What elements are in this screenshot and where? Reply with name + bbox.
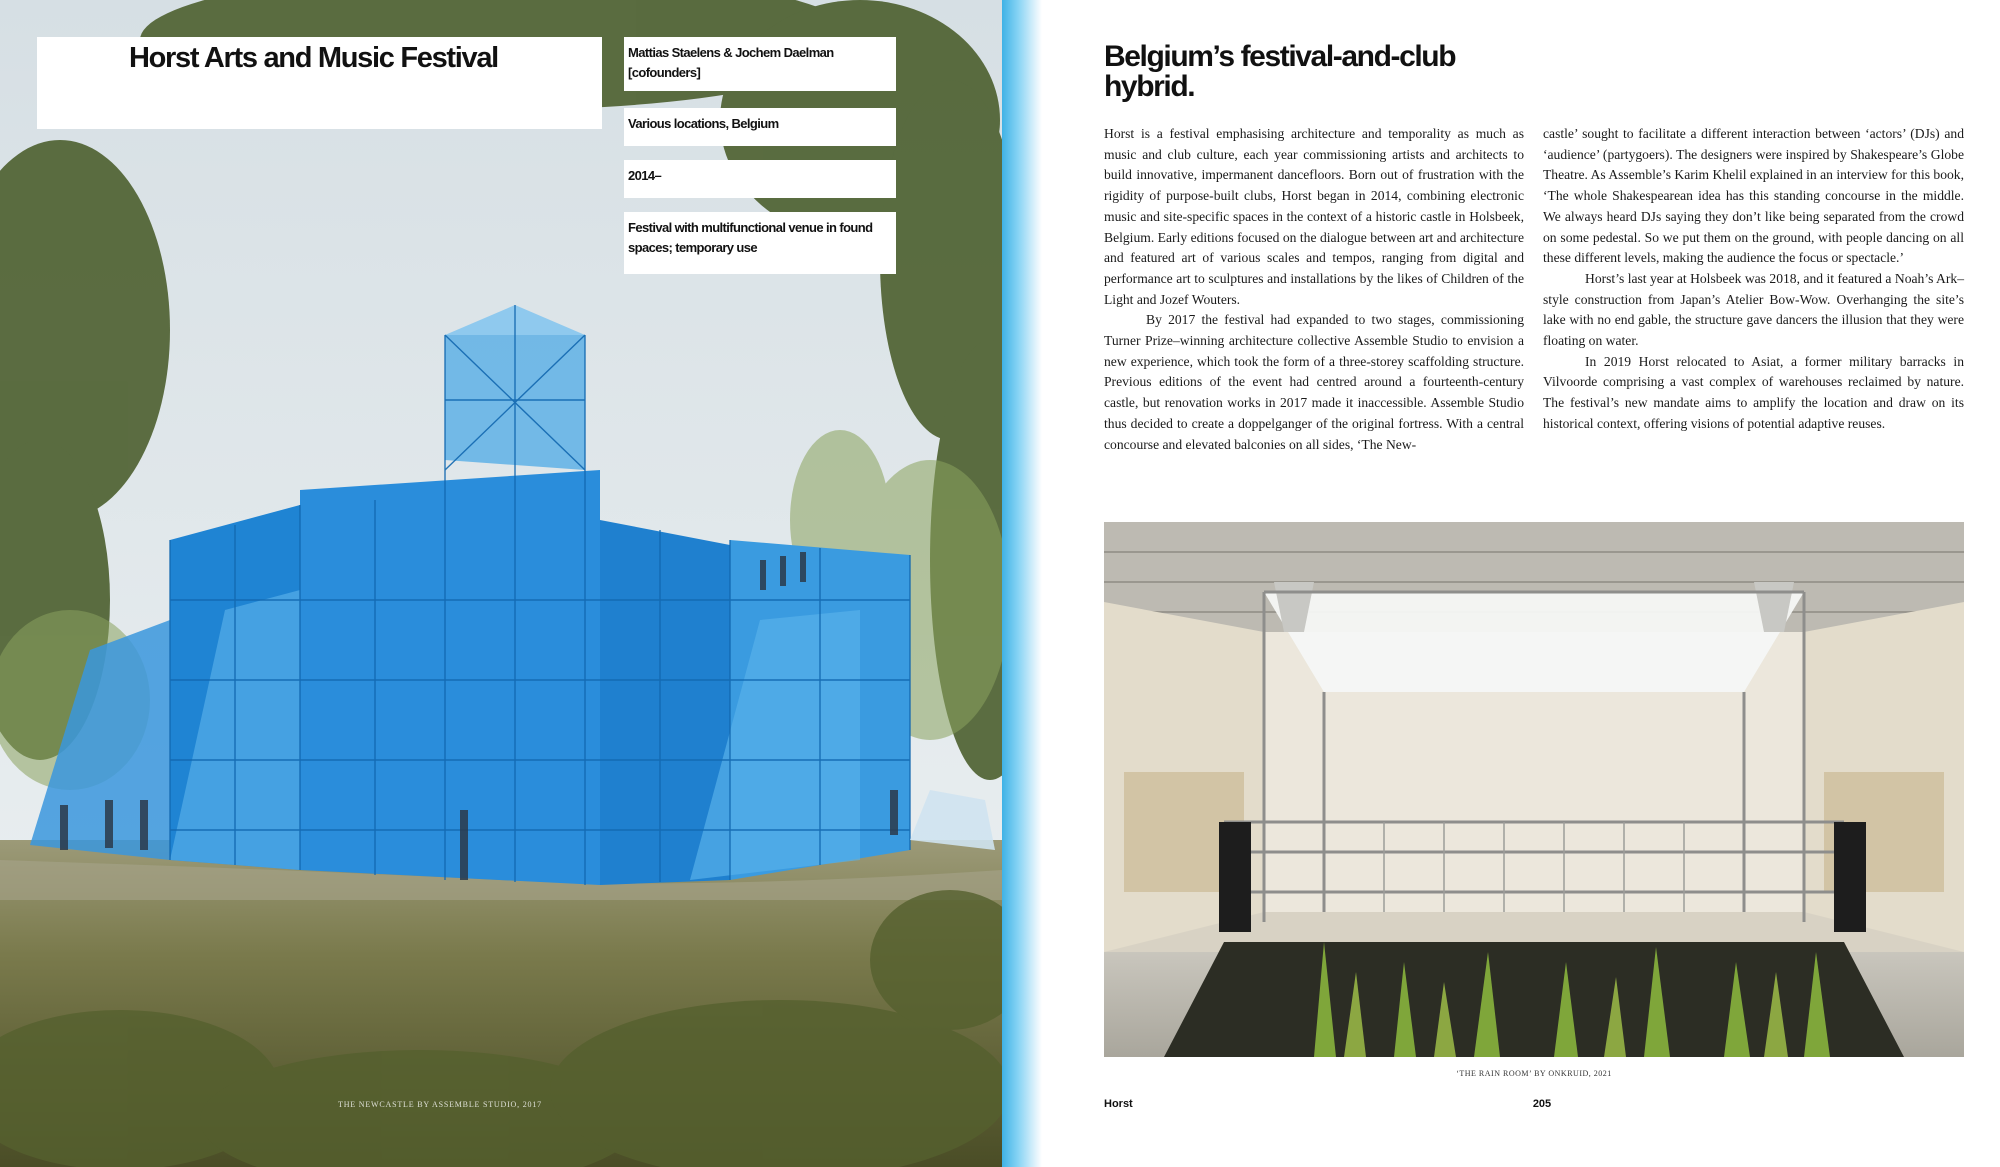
page-number: 205: [1532, 1098, 1552, 1110]
title-card: [37, 37, 602, 129]
info-type: Festival with multifunctional venue in found spaces; temporary use: [624, 212, 896, 274]
rain-room-photo: [1104, 522, 1964, 1057]
info-founders: Mattias Staelens & Jochem Daelman [cofounders]: [624, 37, 896, 91]
headline: Belgium’s festival-and-club hybrid.: [1104, 40, 1456, 103]
rain-room-illustration: [1104, 522, 1964, 1057]
info-years: 2014–: [624, 160, 896, 198]
body-paragraph: In 2019 Horst relocated to Asiat, a former military barracks in Vilvoorde comprising a vast complex of warehouses reclaimed by nature. The festival’s new mandate aims to amplify the location and draw on its historical context, offering visions of potential adaptive reuses.: [1543, 353, 1964, 431]
body-column-1: [1104, 124, 1524, 455]
page-gutter: [1002, 0, 1042, 1167]
body-paragraph: Horst is a festival emphasising architecture and temporality as much as music and club culture, each year commissioning artists and architects to build innovative, impermanent dancefloors. Born out of frustration with the rigidity of purpose-built clubs, Horst began in 2014, combining electronic music and site-specific spaces in the context of a historic castle in Holsbeek, Belgium. Early editions focused on the dialogue between art and architecture and featured art of various scales and tempos, ranging from digital and performance art to sculptures and installations by the likes of Children of the Light and Jozef Wouters.: [1104, 126, 1524, 307]
right-photo-caption: ‘THE RAIN ROOM’ BY ONKRUID, 2021: [1456, 1069, 1612, 1078]
right-page: [1042, 0, 2000, 1167]
body-paragraph: Horst’s last year at Holsbeek was 2018, and it featured a Noah’s Ark–style construction from Japan’s Atelier Bow-Wow. Overhanging the site’s lake with no end gable, the structure gave dancers the illusion that they were floating on water.: [1543, 270, 1964, 349]
festival-title: Horst Arts and Music Festival: [129, 42, 498, 74]
body-paragraph: By 2017 the festival had expanded to two stages, commissioning Turner Prize–winning architecture collective Assemble Studio to envision a new experience, which took the form of a three-storey scaffolding structure. Previous editions of the event had centred around a fourteenth-century castle, but renovation works in 2017 made it inaccessible. Assemble Studio thus decided to create a doppelganger of the original fortress. With a central concourse and elevated balconies on all sides, ‘The New-: [1104, 312, 1524, 452]
left-photo-caption: THE NEWCASTLE BY ASSEMBLE STUDIO, 2017: [338, 1100, 542, 1109]
body-paragraph: castle’ sought to facilitate a different interaction between ‘actors’ (DJs) and ‘audience’ (partygoers). The designers were inspired by Shakespeare’s Globe Theatre. As Assemble’s Karim Khelil explained in an interview for this book, ‘The whole Shakespearean idea has this standing concourse in the middle. We always heard DJs saying they don’t like being separated from the crowd on some pedestal. So we put them on the ground, with people dancing on all these different levels, making the audience the focus or spectacle.’: [1543, 126, 1964, 266]
body-column-2: [1543, 124, 1964, 435]
info-location: Various locations, Belgium: [624, 108, 896, 146]
footer-section-name: Horst: [1104, 1098, 1133, 1110]
